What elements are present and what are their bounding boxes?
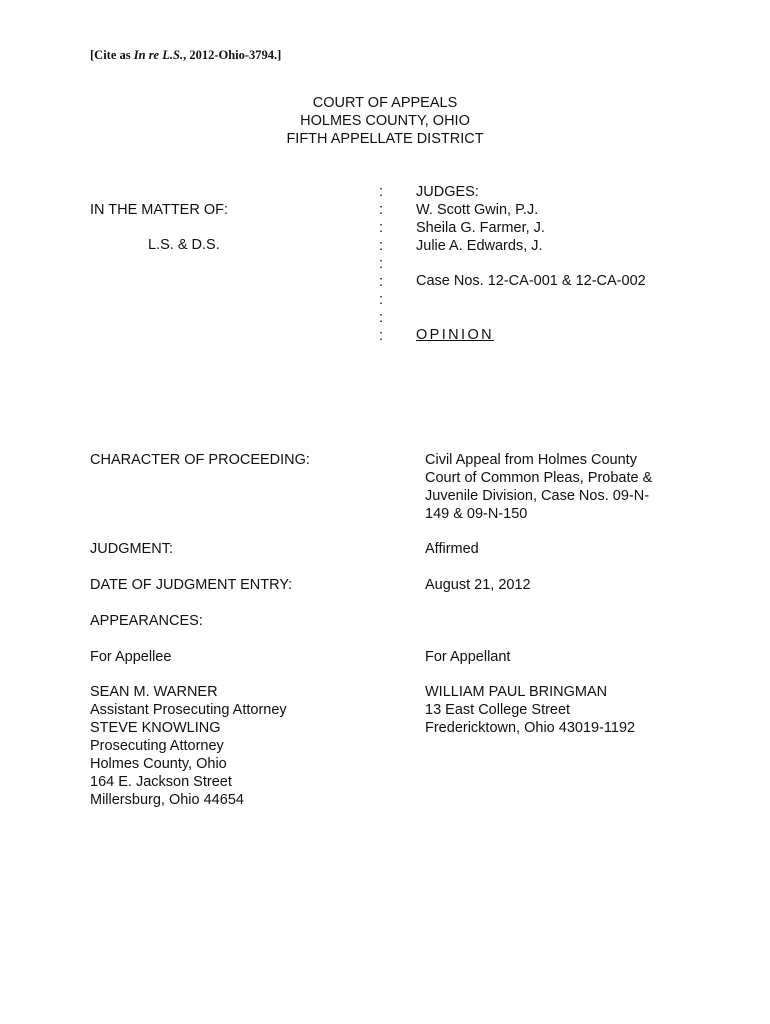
caption-colon: :: [378, 328, 384, 344]
appellee-line: Holmes County, Ohio: [90, 756, 227, 772]
appellee-line: Assistant Prosecuting Attorney: [90, 702, 287, 718]
matter-label: IN THE MATTER OF:: [90, 202, 229, 218]
citation-case-name: In re L.S.: [133, 48, 184, 62]
caption-colon: :: [378, 238, 384, 254]
caption-colon: :: [378, 310, 384, 326]
proceeding-line: Civil Appeal from Holmes County: [425, 452, 637, 468]
opinion-title: OPINION: [416, 327, 495, 343]
parties: L.S. & D.S.: [148, 237, 220, 253]
appellant-line: Fredericktown, Ohio 43019-1192: [425, 720, 636, 736]
citation-suffix: , 2012-Ohio-3794.]: [183, 48, 282, 62]
caption-colon: :: [378, 292, 384, 308]
appellee-label: For Appellee: [90, 649, 172, 665]
citation: [90, 46, 281, 64]
date-value: August 21, 2012: [425, 577, 531, 593]
appellant-line: 13 East College Street: [425, 702, 571, 718]
court-district: FIFTH APPELLATE DISTRICT: [286, 131, 484, 147]
appellant-line: WILLIAM PAUL BRINGMAN: [425, 684, 608, 700]
judges-label: JUDGES:: [416, 184, 479, 200]
appellant-counsel: [425, 683, 635, 737]
court-name: COURT OF APPEALS: [312, 95, 458, 111]
appearances-heading: APPEARANCES:: [90, 613, 203, 629]
judgment-label: JUDGMENT:: [90, 541, 173, 557]
judge-name: Sheila G. Farmer, J.: [416, 220, 545, 236]
court-county: HOLMES COUNTY, OHIO: [300, 113, 470, 129]
appellee-line: STEVE KNOWLING: [90, 720, 221, 736]
proceeding-line: Juvenile Division, Case Nos. 09-N-: [425, 488, 650, 504]
citation-prefix: [Cite as: [90, 48, 134, 62]
proceeding-line: Court of Common Pleas, Probate &: [425, 470, 653, 486]
case-numbers: Case Nos. 12-CA-001 & 12-CA-002: [416, 273, 646, 289]
appellee-line: 164 E. Jackson Street: [90, 774, 232, 790]
proceeding-line: 149 & 09-N-150: [425, 506, 528, 522]
appellee-line: Millersburg, Ohio 44654: [90, 792, 244, 808]
judgment-value: Affirmed: [425, 541, 479, 557]
caption-colon: :: [378, 220, 384, 236]
caption-colon: :: [378, 256, 384, 272]
caption-colon: :: [378, 202, 384, 218]
judge-name: Julie A. Edwards, J.: [416, 238, 543, 254]
caption-colon: :: [378, 274, 384, 290]
proceeding-label: CHARACTER OF PROCEEDING:: [90, 452, 310, 468]
appellee-counsel: [90, 683, 287, 809]
date-label: DATE OF JUDGMENT ENTRY:: [90, 577, 293, 593]
proceeding-value: [425, 451, 652, 523]
appellant-label: For Appellant: [425, 649, 511, 665]
appellee-line: Prosecuting Attorney: [90, 738, 224, 754]
appellee-line: SEAN M. WARNER: [90, 684, 218, 700]
judge-name: W. Scott Gwin, P.J.: [416, 202, 539, 218]
caption-colon: :: [378, 184, 384, 200]
